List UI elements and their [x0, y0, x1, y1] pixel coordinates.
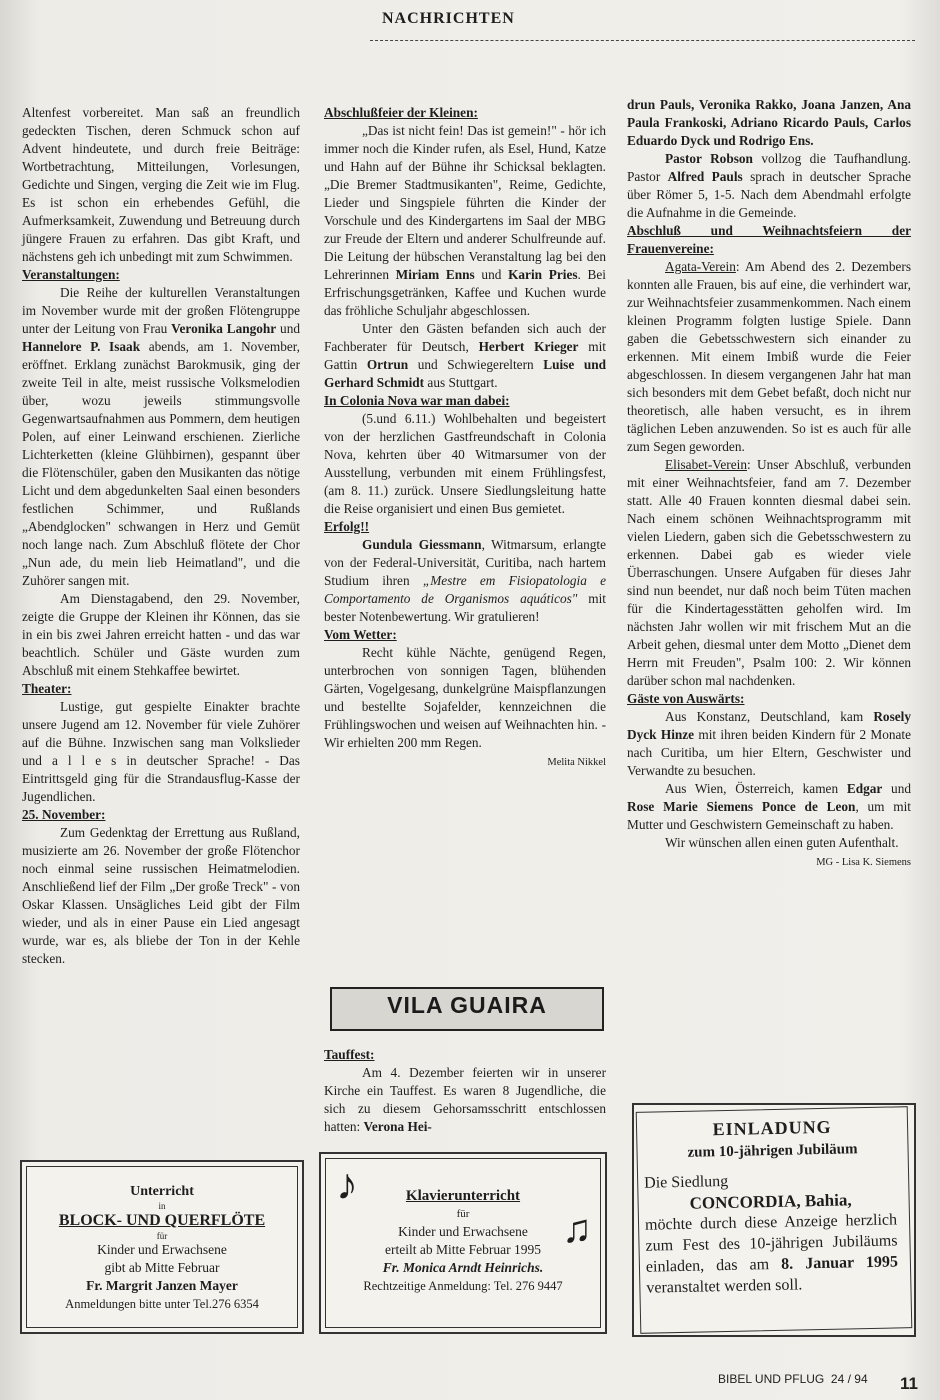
beamed-notes-icon: ♫: [562, 1206, 592, 1251]
text: und: [474, 267, 509, 282]
text: Am 4. Dezember feierten wir in unserer Kirche ein Tauffest. Es waren 8 Jugendliche, die sich zu diesem Gehorsamsschritt entschlossen hatten:: [324, 1065, 606, 1134]
name: Edgar: [846, 781, 883, 796]
name: Gundula Giessmann: [362, 537, 482, 552]
text: Aus Konstanz, Deutschland, kam: [665, 709, 874, 724]
paragraph: Am Dienstagabend, den 29. November, zeigte die Gruppe der Kleinen ihr Können, das sie in ein bis zwei Jahren erreicht hatten - und das war beachtlich. Schüler und Gäste wurden zum Abschluß mit einem Stehkaffee bewirtet.: [22, 591, 300, 678]
paragraph: (5.und 6.11.) Wohlbehalten und begeistert von der herzlichen Gastfreundschaft in Colonia Nova, kehrten über 40 Witmarsumer von der Ausstellung, verbunden mit einem Frühlingsfest, (am 8. 11.) zurück. Unsere Siedlungsleitung hatte die Reise organisiert und einen Bus gemietet.: [324, 411, 606, 516]
text: : Am Abend des 2. Dezembers konnten alle Frauen, bis auf eine, die verhindert war, zur Weihnachtsfeier zusammenkommen. Nach einem kleinen Programm folgten lustige Spiele. Dann gaben die Gebetsschwestern sich einander zu erkennen. Mit einem Imbiß wurde die Feier abgeschlossen. In diesem vergangenen Jahr hat man sich besonders mit dem Gebet befaßt, doch nicht nur theoretisch, alle haben versucht, es in ihrem täglichen Leben anzuwenden. So ist es auch für alle zum Segen geworden.: [627, 259, 911, 454]
column-2: [324, 104, 606, 772]
issue-number: 24 / 94: [830, 1372, 868, 1386]
paragraph: Altenfest vorbereitet. Man saß an freundlich gedeckten Tischen, deren Schmuck schon auf Advent hindeutete, und durch freie Beiträge: Wortbetrachtung, Mitteilungen, Vorlesungen, Gedichte und Singen, verging die Zeit wie im Flug. Es ist schon ein erhebendes Gefühl, die Aufmerksamkeit, Zuwendung und Betreuung durch jüngere Frauen zu erfahren. Das gibt Kraft, und nächstens geh ich unbedingt mit zum Schwimmen.: [22, 105, 300, 264]
section-header: [370, 6, 915, 46]
text: mit Gattin: [324, 339, 606, 372]
ad-line: EINLADUNG: [712, 1116, 832, 1140]
ad-line: BLOCK- UND QUERFLÖTE: [58, 1212, 266, 1229]
text: , um mit Mutter und Geschwistern Gemeinschaft zu haben.: [627, 799, 911, 832]
paragraph: [324, 536, 606, 626]
text: und Schwiegereltern: [408, 357, 544, 372]
text: möchte durch diese Anzeige herzlich zum Fest des 10-jährigen Jubiläums einladen, das am: [644, 1211, 898, 1276]
ad-line: Kinder und Erwachsene: [398, 1224, 528, 1239]
ad-line: in: [158, 1201, 166, 1211]
header-rule: [370, 40, 915, 41]
text: sprach in deutscher Sprache über Römer 5, 1-5. Nach dem Abendmahl erfolgte die Aufnahme in die Gemeinde.: [627, 169, 911, 220]
ad-line: CONCORDIA, Bahia,: [689, 1190, 852, 1213]
group-name: Elisabet-Verein: [665, 457, 747, 472]
ad-inner: [636, 1106, 913, 1334]
paragraph: [627, 780, 911, 834]
page-number: 11: [900, 1374, 918, 1393]
column-3: [627, 96, 911, 872]
signature: MG - Lisa K. Siemens: [816, 857, 911, 868]
text: , Witmarsum, erlangte von der Federal-Universität, Curitiba, nach hartem Studium ihren: [324, 537, 606, 588]
name: Verona Hei-: [363, 1119, 432, 1134]
name: Miriam Enns: [395, 267, 475, 282]
text: veranstaltet werden soll.: [646, 1276, 803, 1297]
text: mit bester Notenbewertung. Wir gratulieren!: [324, 591, 606, 624]
ad-inner: [325, 1158, 601, 1328]
name: Karin Pries: [508, 267, 578, 282]
ad-line: für: [456, 1208, 470, 1220]
ad-line: Fr. Margrit Janzen Mayer: [86, 1278, 238, 1293]
name: Herbert Krieger: [478, 339, 579, 354]
ad-piano-lessons: [319, 1152, 607, 1334]
banner-title: VILA GUAIRA: [387, 992, 547, 1018]
subheading: Tauffest:: [324, 1047, 375, 1062]
ad-line: Kinder und Erwachsene: [97, 1242, 227, 1257]
group-name: Agata-Verein: [665, 259, 736, 274]
subheading: In Colonia Nova war man dabei:: [324, 393, 510, 408]
text: und: [882, 781, 911, 796]
ad-invitation: [632, 1103, 916, 1337]
paragraph: [22, 284, 300, 590]
ad-line: Klavierunterricht: [405, 1188, 521, 1204]
ad-line: Fr. Monica Arndt Heinrichs.: [382, 1260, 544, 1275]
ad-line: Anmeldungen bitte unter Tel.276 6354: [65, 1297, 259, 1311]
subheading: Gäste von Auswärts:: [627, 691, 745, 706]
paragraph: drun Pauls, Veronika Rakko, Joana Janzen, Ana Paula Frankoski, Adriano Ricardo Pauls, Carlos Eduardo Dyck und Rodrigo Ens.: [627, 97, 911, 148]
paragraph: [324, 122, 606, 320]
section-title: NACHRICHTEN: [382, 10, 515, 27]
text: vollzog die Taufhandlung. Pastor: [627, 151, 911, 184]
paragraph: [627, 150, 911, 222]
text: : Unser Abschluß, verbunden mit einer Weihnachtsfeier, fand am 7. Dezember statt. Alle 40 Frauen konnten diesmal dabei sein. Nach einem schönen Weihnachtsprogramm mit vielen Liedern, gaben sich die Gebetsschwestern zu erkennen. Dabei gab es wieder viele Überraschungen. Unsere Aufgaben für dieses Jahr sind nun beendet, nur daß noch beim Tüten machen für die Kindertagesstätten geholfen wird. Im nächsten Jahr wollen wir mit frischem Mut an die Arbeit gehen, diesmal unter dem Motto „Dienet dem Herrn mit Freuden", Psalm 100: 2. Wir können darüber schon mal nachdenken.: [627, 457, 911, 688]
text: Aus Wien, Österreich, kamen: [665, 781, 847, 796]
signature: Melita Nikkel: [547, 757, 606, 768]
subheading: Theater:: [22, 681, 72, 696]
text: abends, am 1. November, eröffnet. Erklang zunächst Barokmusik, ging der zweite Teil in alte, meist russische Volksmelodien über, wozu jeweils stimmungsvolle Gegenwartsaufnahmen aus Pommern, dem heutigen Polen, auf einer Leinwand erschienen. Zierliche Lichterketten (kleine Glühbirnen), gespannt über die Flötenschüler, gaben den Musikanten das nötige Licht und dem abgedunkelten Saal einen besonders festlichen Schimmer, und Rußlands „Abendglocken" schwangen in Herz und Gemüt noch lange nach. Zum Abschluß flötete der Chor „Nun ade, du mein lieb Heimatland", und die Zuhörer sangen mit.: [22, 339, 300, 588]
ad-line: [645, 1209, 899, 1298]
publication-name: BIBEL UND PFLUG: [718, 1372, 825, 1386]
text: mit ihren beiden Kindern für 2 Monate nach Curitiba, um hier Eltern, Geschwister und Verwandte zu besuchen.: [627, 727, 912, 778]
name: Ortrun: [366, 357, 409, 372]
ad-line: Die Siedlung: [644, 1172, 729, 1192]
column-1: [22, 104, 300, 968]
subheading: 25. November:: [22, 807, 106, 822]
text: . Bei Erfrischungsgetränken, Kaffee und Kuchen wurde das fröhliche Schuljahr abgeschlossen.: [324, 267, 607, 318]
paragraph: [627, 708, 911, 780]
subheading: Veranstaltungen:: [22, 267, 120, 282]
paragraph: Wir wünschen allen einen guten Aufenthalt.: [665, 835, 899, 850]
paragraph: Zum Gedenktag der Errettung aus Rußland, musizierte am 26. November der große Flötenchor noch einmal seine russischen Heimatmelodien. Anschließend lief der Film „Der große Treck" - von Oskar Klassen. Unsägliches Leid gibt der Film wieder, und als in einer Pause ein Lied angesagt wurde, war es, als bliebe der Ton in der Kehle stecken.: [22, 825, 300, 966]
subheading: Abschlußfeier der Kleinen:: [324, 105, 478, 120]
name: Luise und Gerhard Schmidt: [324, 357, 607, 390]
date: 8. Januar 1995: [781, 1253, 899, 1273]
footer-publication: [718, 1372, 868, 1386]
text: Die Reihe der kulturellen Veranstaltungen im November wurde mit der großen Flötengruppe unter der Leitung von Frau: [22, 285, 300, 336]
ad-line: erteilt ab Mitte Februar 1995: [385, 1242, 541, 1257]
paragraph: [627, 456, 911, 690]
name: Veronika Langohr: [171, 321, 277, 336]
text: und: [276, 321, 300, 336]
paragraph: [324, 320, 606, 392]
music-note-icon: ♪: [336, 1160, 358, 1209]
ad-line: zum 10-jährigen Jubiläum: [687, 1141, 858, 1161]
subheading: Abschluß und Weihnachtsfeiern der Frauenvereine:: [627, 223, 911, 256]
name: Rosely Dyck Hinze: [627, 709, 911, 742]
name: Alfred Pauls: [667, 169, 743, 184]
ad-flute-lessons: [20, 1160, 304, 1334]
paragraph: [627, 258, 911, 456]
column-2-lower: [324, 1046, 606, 1136]
ad-inner: [26, 1166, 298, 1328]
paragraph: Lustige, gut gespielte Einakter brachte unsere Jugend am 12. November für viele Zuhörer auf die Bühne. Inzwischen sang man Volkslieder und a l l e s in deutscher Sprache! - Das Eintrittsgeld ging für die Strandausflug-Kasse der Jugendlichen.: [22, 699, 300, 804]
thesis-title: „Mestre em Fisiopatologia e Comportamento de Organismos aquáticos": [324, 573, 607, 606]
subheading: Vom Wetter:: [324, 627, 397, 642]
paragraph: [324, 1064, 606, 1136]
ad-line: für: [156, 1231, 168, 1241]
subheading: Erfolg!!: [324, 519, 370, 534]
ad-line: Unterricht: [130, 1184, 194, 1199]
section-banner: [330, 987, 604, 1031]
ad-line: Rechtzeitige Anmeldung: Tel. 276 9447: [363, 1279, 563, 1293]
text: aus Stuttgart.: [424, 375, 498, 390]
paragraph: Recht kühle Nächte, genügend Regen, unterbrochen von sonnigen Tagen, blühenden Gärten, Vogelgesang, dunkelgrüne Maispflanzungen und bestellte Sojafelder, kennzeichnen die Frühlingswochen und weisen auf Weihnachten hin. - Wir erhielten 200 mm Regen.: [324, 645, 606, 750]
name: Pastor Robson: [665, 151, 753, 166]
text: Unter den Gästen befanden sich auch der Fachberater für Deutsch,: [324, 321, 606, 354]
ad-line: gibt ab Mitte Februar: [104, 1260, 220, 1275]
name: Rose Marie Siemens Ponce de Leon: [627, 799, 856, 814]
name: Hannelore P. Isaak: [22, 339, 141, 354]
text: „Das ist nicht fein! Das ist gemein!" - hör ich immer noch die Kinder rufen, als Esel, Hund, Katze und Hahn auf der Bühne ihr Schicksal beklagten. „Die Bremer Stadtmusikanten", Reime, Gedichte, Lieder und Singspiele führten die Kinder der Vorschule und des Kindergartens im Saal der MBG zur Freude der Eltern und anderer Schulfreunde auf. Die Leitung der hübschen Veranstaltung lag bei den Lehrerinnen: [324, 123, 606, 282]
ad-body: [638, 1159, 911, 1299]
